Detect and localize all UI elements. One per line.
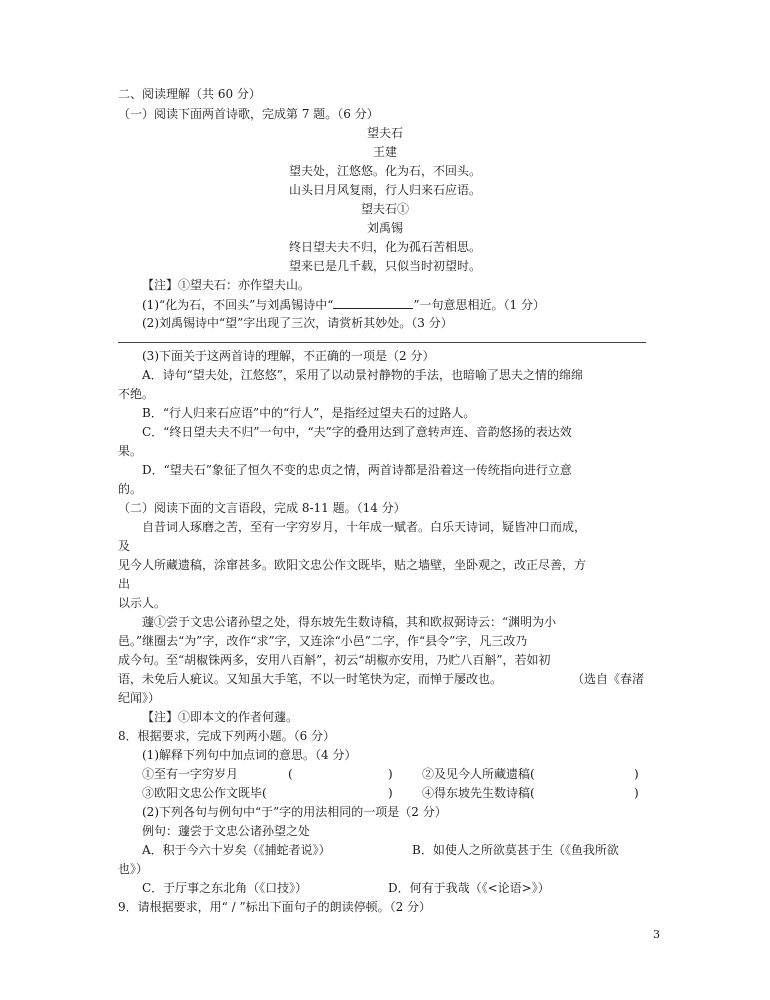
poem2-line: 望来已是几千载，只似当时初望时。 [288,259,481,273]
passage-line: 成今句。至“胡椒铢两多，安用八百斛”，初云“胡椒亦安用，乃贮八百斛”，若如初 [118,653,551,667]
vocab-item-4: ④得东坡先生数诗稿( [422,786,535,800]
page-number: 3 [653,928,660,941]
option-a: A．积于今六十岁矣（《捕蛇者说》） [142,843,331,857]
passage-line: 语，未免后人疵议。又知虽大手笔，不以一时笔快为定，而惮于屡改也。 [118,672,503,686]
option-d-cont: 的。 [118,482,143,496]
poem1-line: 山头日月风复雨，行人归来石应语。 [288,183,481,197]
option-d: D．何有于我哉（《<论语>》） [388,881,550,895]
poem2-line: 终日望夫夫不归，化为孤石苦相思。 [288,240,481,254]
part1-heading: （一）阅读下面两首诗歌，完成第 7 题。（6 分） [118,107,379,121]
passage-line: 邑。”继圈去“为”字，改作“求”字，又连涂“小邑”二字，作“县令”字，凡三改乃 [118,634,528,648]
part2-heading: （二）阅读下面的文言语段，完成 8-11 题。（14 分） [118,501,406,515]
paren-close: ) [634,786,639,800]
paren-close: ) [634,767,639,781]
vocab-item-3: ③欧阳文忠公作文既毕( [142,786,267,800]
question-9-heading: 9．请根据要求，用“ / ”标出下面句子的朗读停顿。（2 分） [118,900,432,914]
option-b-cont: 也》） [118,862,149,876]
vocab-item-1: ①至有一字穷岁月 [142,767,239,781]
poem2-title: 望夫石① [360,202,409,216]
poem1-title: 望夫石 [366,126,403,140]
poem-note: 【注】①望夫石：亦作望夫山。 [142,278,311,292]
passage-line: 以示人。 [118,596,167,610]
paren-close: ) [388,767,393,781]
passage-line: 见今人所藏遗稿，涂窜甚多。欧阳文忠公作文既毕，贴之墙壁，坐卧观之，改正尽善，方 [118,558,587,572]
option-b: B．“行人归来石应语”中的“行人”，是指经过望夫石的过路人。 [142,406,476,420]
passage-line: 纪闻》） [118,691,161,705]
passage-line: 蘧①尝于文忠公诸孙望之处，得东坡先生数诗稿，其和欧叔弼诗云：“渊明为小 [142,615,557,629]
question-7-1 [142,296,545,314]
poem1-author: 王建 [372,145,397,159]
passage-line: 出 [118,577,131,591]
option-c: C．“终日望夫夫不归”一句中，“夫”字的叠用达到了意转声连、音韵悠扬的表达效 [142,425,572,439]
question-8-1: (1)解释下列句中加点词的意思。（4 分） [142,748,357,762]
paren-open: ( [288,767,293,781]
passage-line: 自昔词人琢磨之苦，至有一字穷岁月，十年成一赋者。白乐天诗词，疑皆冲口而成， [142,520,587,534]
passage-note: 【注】①即本文的作者何蘧。 [142,710,299,724]
vocab-item-2: ②及见今人所藏遗稿( [422,767,535,781]
option-a-cont: 不绝。 [118,387,155,401]
question-7-2: (2)刘禹锡诗中“望”字出现了三次，请赏析其妙处。（3 分） [142,316,453,330]
passage-line: 及 [118,539,131,553]
question-text: ”一句意思相近。（1 分） [413,298,545,312]
question-8-2: (2)下列各句与例句中“于”字的用法相同的一项是（2 分） [142,805,447,819]
answer-blank[interactable] [333,296,413,309]
answer-line[interactable] [118,342,646,343]
example-sentence: 例句：蘧尝于文忠公诸孙望之处 [142,824,311,838]
question-8-heading: 8．根据要求，完成下列两小题。（6 分） [118,729,336,743]
paren-close: ) [388,786,393,800]
question-text: (1)“化为石，不回头”与刘禹锡诗中“ [142,298,334,312]
section-heading: 二、阅读理解（共 60 分） [118,87,261,101]
option-b: B．如使人之所欲莫甚于生（《鱼我所欲 [412,843,619,857]
option-c-cont: 果。 [118,444,143,458]
poem1-line: 望夫处，江悠悠。化为石，不回头。 [288,164,481,178]
option-c: C．于厅事之东北角（《口技》） [142,881,308,895]
option-a: A．诗句“望夫处，江悠悠”，采用了以动景衬静物的手法，也暗喻了思夫之情的绵绵 [142,368,583,382]
poem2-author: 刘禹锡 [366,221,403,235]
option-d: D．“望夫石”象征了恒久不变的忠贞之情，两首诗都是沿着这一传统指向进行立意 [142,463,572,477]
question-7-3: (3)下面关于这两首诗的理解，不正确的一项是（2 分） [142,349,435,363]
passage-source: （选自《春渚 [572,672,645,686]
